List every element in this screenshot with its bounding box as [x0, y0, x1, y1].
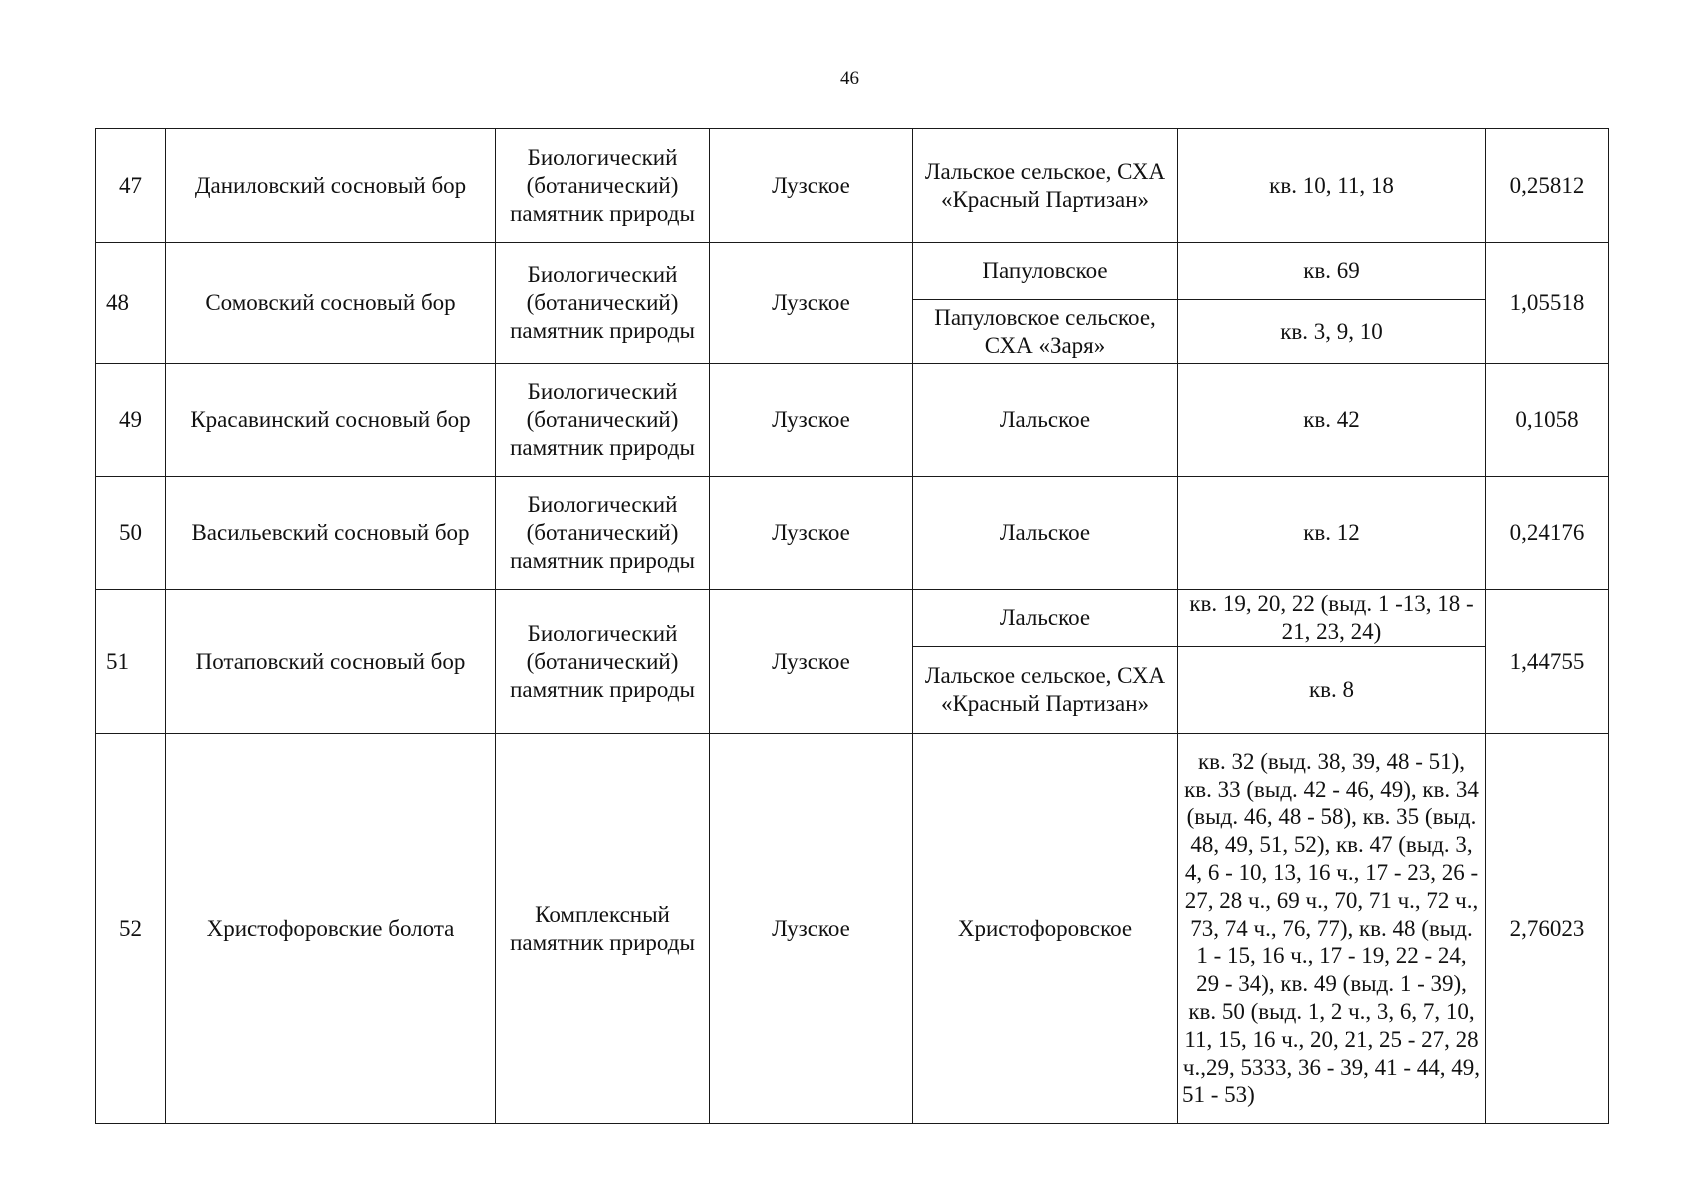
- site-name: Красавинский сосновый бор: [166, 364, 496, 477]
- site-name: Сомовский сосновый бор: [166, 243, 496, 364]
- district: Лузское: [710, 129, 913, 243]
- site-category: Комплексный памятник природы: [496, 734, 710, 1124]
- row-number: 49: [96, 364, 166, 477]
- area-value: 1,44755: [1486, 590, 1609, 734]
- forestry: Христофоровское: [913, 734, 1178, 1124]
- forest-quarters: кв. 12: [1178, 477, 1486, 590]
- site-name: Христофоровские болота: [166, 734, 496, 1124]
- site-category: Биологический (ботанический) памятник природы: [496, 590, 710, 734]
- district: Лузское: [710, 590, 913, 734]
- forest-quarters: кв. 8: [1178, 647, 1486, 734]
- forest-quarters: кв. 69: [1178, 243, 1486, 300]
- site-name: Потаповский сосновый бор: [166, 590, 496, 734]
- forest-quarters: кв. 32 (выд. 38, 39, 48 - 51), кв. 33 (выд. 42 - 46, 49), кв. 34 (выд. 46, 48 - 58), кв. 35 (выд. 48, 49, 51, 52), кв. 47 (выд. 3, 4, 6 - 10, 13, 16 ч., 17 - 23, 26 - 27, 28 ч., 69 ч., 70, 71 ч., 72 ч., 73, 74 ч., 76, 77), кв. 48 (выд. 1 - 15, 16 ч., 17 - 19, 22 - 24, 29 - 34), кв. 49 (выд. 1 - 39), кв. 50 (выд. 1, 2 ч., 3, 6, 7, 10, 11, 15, 16 ч., 20, 21, 25 - 27, 28 ч.,29, 5333, 36 - 39, 41 - 44, 49, 51 - 53): [1178, 734, 1486, 1124]
- district: Лузское: [710, 477, 913, 590]
- forest-quarters: кв. 42: [1178, 364, 1486, 477]
- forest-quarters: кв. 3, 9, 10: [1178, 300, 1486, 364]
- table-row: [96, 734, 1609, 1124]
- table-row: [96, 243, 1609, 300]
- table-row: [96, 364, 1609, 477]
- area-value: 0,25812: [1486, 129, 1609, 243]
- area-value: 0,24176: [1486, 477, 1609, 590]
- row-number: 50: [96, 477, 166, 590]
- area-value: 2,76023: [1486, 734, 1609, 1124]
- forestry: Папуловское сельское, СХА «Заря»: [913, 300, 1178, 364]
- table-row: [96, 129, 1609, 243]
- site-name: Даниловский сосновый бор: [166, 129, 496, 243]
- forest-quarters: кв. 10, 11, 18: [1178, 129, 1486, 243]
- district: Лузское: [710, 243, 913, 364]
- row-number: 48: [96, 243, 166, 364]
- district: Лузское: [710, 364, 913, 477]
- forestry: Папуловское: [913, 243, 1178, 300]
- row-number: 52: [96, 734, 166, 1124]
- site-category: Биологический (ботанический) памятник природы: [496, 364, 710, 477]
- forestry: Лальское: [913, 590, 1178, 647]
- table-row: [96, 590, 1609, 647]
- forest-quarters: кв. 19, 20, 22 (выд. 1 -13, 18 - 21, 23, 24): [1178, 590, 1486, 647]
- area-value: 0,1058: [1486, 364, 1609, 477]
- table-row: [96, 477, 1609, 590]
- site-category: Биологический (ботанический) памятник природы: [496, 243, 710, 364]
- protected-areas-table: [95, 128, 1609, 1124]
- row-number: 51: [96, 590, 166, 734]
- row-number: 47: [96, 129, 166, 243]
- forestry: Лальское: [913, 477, 1178, 590]
- forestry: Лальское сельское, СХА «Красный Партизан»: [913, 647, 1178, 734]
- site-category: Биологический (ботанический) памятник природы: [496, 477, 710, 590]
- site-name: Васильевский сосновый бор: [166, 477, 496, 590]
- area-value: 1,05518: [1486, 243, 1609, 364]
- forestry: Лальское сельское, СХА «Красный Партизан»: [913, 129, 1178, 243]
- site-category: Биологический (ботанический) памятник природы: [496, 129, 710, 243]
- district: Лузское: [710, 734, 913, 1124]
- forestry: Лальское: [913, 364, 1178, 477]
- page-number: 46: [840, 68, 859, 89]
